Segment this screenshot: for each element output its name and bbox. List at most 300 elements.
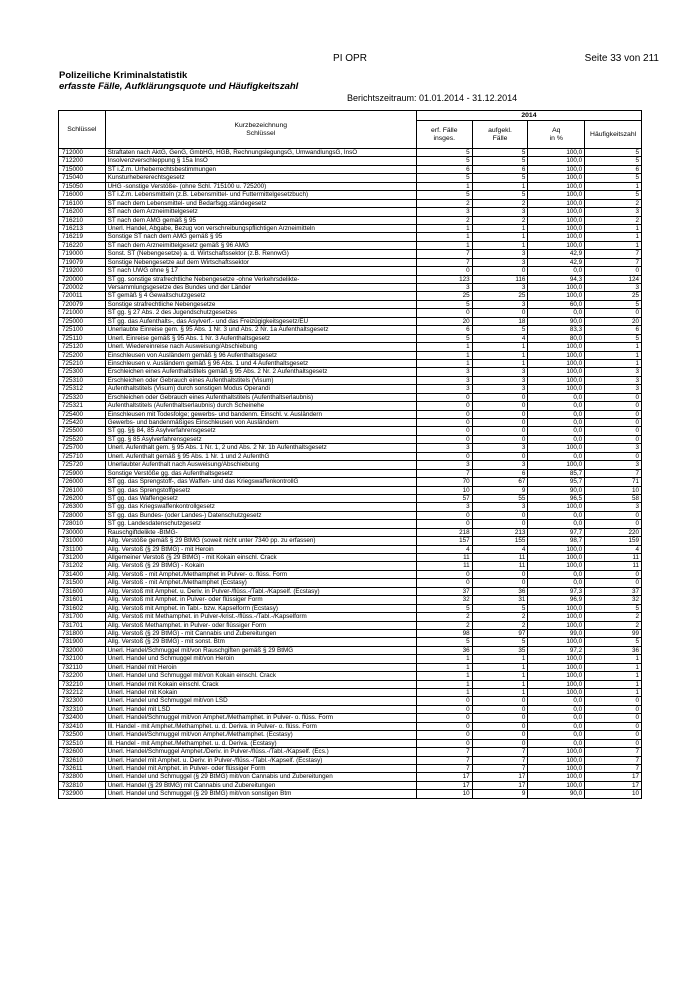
table-row [59, 672, 642, 680]
cell-description: Unerl. Handel und Schmuggel mit/von Kokain einschl. Crack [105, 672, 416, 680]
cell-cases: 0 [416, 452, 472, 460]
cell-description: Unerl. Handel mit Kokain einschl. Crack [105, 680, 416, 688]
cell-aq: 100,0 [528, 191, 585, 199]
cell-solved: 4 [472, 334, 528, 342]
cell-key: 732410 [59, 722, 106, 730]
cell-frequency: 0 [585, 435, 642, 443]
cell-cases: 11 [416, 562, 472, 570]
cell-key: 725100 [59, 326, 106, 334]
cell-solved: 2 [472, 216, 528, 224]
cell-frequency: 220 [585, 528, 642, 536]
cell-aq: 100,0 [528, 554, 585, 562]
cell-cases: 2 [416, 621, 472, 629]
cell-frequency: 3 [585, 376, 642, 384]
cell-frequency: 3 [585, 503, 642, 511]
cell-frequency: 0 [585, 309, 642, 317]
cell-frequency: 17 [585, 773, 642, 781]
cell-key: 732600 [59, 748, 106, 756]
cell-cases: 1 [416, 655, 472, 663]
cell-cases: 98 [416, 629, 472, 637]
cell-cases: 2 [416, 613, 472, 621]
cell-frequency: 7 [585, 258, 642, 266]
cell-solved: 0 [472, 410, 528, 418]
cell-key: 732900 [59, 790, 106, 798]
cell-frequency: 0 [585, 570, 642, 578]
cell-description: Unerl. Aufenthalt gem. § 95 Abs. 1 Nr. 1, 2 und Abs. 2 Nr. 1b Aufenthaltsgesetz [105, 444, 416, 452]
table-row [59, 343, 642, 351]
cell-cases: 3 [416, 208, 472, 216]
cell-cases: 5 [416, 604, 472, 612]
cell-cases: 17 [416, 781, 472, 789]
cell-solved: 5 [472, 326, 528, 334]
cell-description: Unerl. Handel/Schmuggel mit/von Amphet./Methamphet. in Pulver- o. flüss. Form [105, 714, 416, 722]
cell-cases: 5 [416, 149, 472, 157]
cell-description: Ill. Handel - mit Amphet./Methamphet. u. d. Deriva. (Ecstasy) [105, 739, 416, 747]
cell-aq: 90,0 [528, 317, 585, 325]
cell-description: Unerl. Handel, Abgabe, Bezug von verschreibungspflichtigen Arzneimitteln [105, 224, 416, 232]
cell-key: 731100 [59, 545, 106, 553]
cell-aq: 0,0 [528, 309, 585, 317]
table-row [59, 697, 642, 705]
cell-solved: 0 [472, 435, 528, 443]
cell-description: Unerl. Handel (§ 29 BtMG) mit Cannabis und Zubereitungen [105, 781, 416, 789]
table-row [59, 613, 642, 621]
cell-key: 725300 [59, 368, 106, 376]
cell-description: Rauschgiftdelikte -BtMG- [105, 528, 416, 536]
cell-cases: 7 [416, 250, 472, 258]
cell-frequency: 0 [585, 722, 642, 730]
cell-cases: 0 [416, 419, 472, 427]
cell-aq: 97,3 [528, 587, 585, 595]
cell-solved: 55 [472, 494, 528, 502]
cell-key: 732611 [59, 764, 106, 772]
cell-cases: 37 [416, 587, 472, 595]
cell-solved: 3 [472, 461, 528, 469]
cell-key: 725000 [59, 317, 106, 325]
cell-frequency: 2 [585, 621, 642, 629]
cell-key: 731701 [59, 621, 106, 629]
cell-aq: 0,0 [528, 267, 585, 275]
table-row [59, 587, 642, 595]
cell-aq: 100,0 [528, 545, 585, 553]
cell-frequency: 32 [585, 596, 642, 604]
cell-cases: 5 [416, 334, 472, 342]
cell-solved: 36 [472, 587, 528, 595]
table-row [59, 478, 642, 486]
cell-key: 719079 [59, 258, 106, 266]
cell-cases: 1 [416, 182, 472, 190]
cell-frequency: 3 [585, 444, 642, 452]
cell-key: 728010 [59, 520, 106, 528]
cell-solved: 35 [472, 646, 528, 654]
cell-aq: 100,0 [528, 444, 585, 452]
cell-aq: 100,0 [528, 343, 585, 351]
cell-aq: 100,0 [528, 773, 585, 781]
table-row [59, 621, 642, 629]
cell-aq: 100,0 [528, 241, 585, 249]
table-row [59, 486, 642, 494]
cell-description: Aufenthaltstitels (Aufenthaltserlaubnis) durch Scheinehe [105, 402, 416, 410]
table-row [59, 419, 642, 427]
table-row [59, 756, 642, 764]
cell-cases: 25 [416, 292, 472, 300]
cell-solved: 0 [472, 427, 528, 435]
cell-cases: 3 [416, 461, 472, 469]
cell-aq: 100,0 [528, 376, 585, 384]
cell-solved: 17 [472, 773, 528, 781]
cell-aq: 100,0 [528, 216, 585, 224]
cell-cases: 0 [416, 402, 472, 410]
cell-cases: 0 [416, 267, 472, 275]
table-row [59, 503, 642, 511]
cell-solved: 1 [472, 351, 528, 359]
cell-frequency: 0 [585, 511, 642, 519]
cell-solved: 31 [472, 596, 528, 604]
cell-frequency: 0 [585, 452, 642, 460]
cell-key: 716100 [59, 199, 106, 207]
cell-description: ST gg. das Sprengstoff-, das Waffen- und das KriegswaffenkontrollG [105, 478, 416, 486]
cell-key: 725520 [59, 435, 106, 443]
table-row [59, 284, 642, 292]
cell-description: ST gg. § 85 Asylverfahrensgesetz [105, 435, 416, 443]
cell-key: 732310 [59, 705, 106, 713]
cell-description: Unerl. Handel mit Heroin [105, 663, 416, 671]
cell-frequency: 58 [585, 494, 642, 502]
cell-solved: 3 [472, 284, 528, 292]
cell-cases: 0 [416, 309, 472, 317]
cell-solved: 1 [472, 359, 528, 367]
cell-solved: 9 [472, 790, 528, 798]
table-row [59, 638, 642, 646]
cell-key: 725321 [59, 402, 106, 410]
cell-description: ST nach dem Arzneimittelgesetz gemäß § 96 AMG [105, 241, 416, 249]
cell-cases: 6 [416, 165, 472, 173]
cell-key: 732500 [59, 731, 106, 739]
cell-frequency: 6 [585, 326, 642, 334]
report-header: PI OPR [333, 53, 367, 64]
cell-key: 716220 [59, 241, 106, 249]
cell-description: Unerl. Aufenthalt gemäß § 95 Abs. 1 Nr. 1 und 2 AufenthG [105, 452, 416, 460]
cell-solved: 5 [472, 157, 528, 165]
cell-key: 716213 [59, 224, 106, 232]
table-row [59, 208, 642, 216]
cell-key: 725900 [59, 469, 106, 477]
cell-description: Unerl. Handel und Schmuggel mit/von Heroin [105, 655, 416, 663]
cell-solved: 3 [472, 300, 528, 308]
cell-aq: 0,0 [528, 435, 585, 443]
cell-aq: 90,0 [528, 790, 585, 798]
cell-cases: 0 [416, 714, 472, 722]
cell-aq: 0,0 [528, 705, 585, 713]
cell-aq: 100,0 [528, 613, 585, 621]
cell-description: ST gg. das Kriegswaffenkontrollgesetz [105, 503, 416, 511]
table-row [59, 402, 642, 410]
cell-cases: 0 [416, 697, 472, 705]
cell-solved: 0 [472, 697, 528, 705]
cell-aq: 0,0 [528, 452, 585, 460]
cell-description: Unerl. Handel mit LSD [105, 705, 416, 713]
cell-key: 720011 [59, 292, 106, 300]
cell-key: 728000 [59, 511, 106, 519]
table-row [59, 511, 642, 519]
cell-description: Allg. Verstoß mit Methamphet. in Pulver-/krist.-/flüss.-/Tabl.-/Kapselform [105, 613, 416, 621]
cell-key: 726200 [59, 494, 106, 502]
cell-frequency: 7 [585, 764, 642, 772]
cell-frequency: 5 [585, 157, 642, 165]
cell-frequency: 0 [585, 739, 642, 747]
cell-key: 712000 [59, 149, 106, 157]
table-row [59, 351, 642, 359]
cell-key: 732510 [59, 739, 106, 747]
table-row [59, 629, 642, 637]
cell-frequency: 1 [585, 672, 642, 680]
cell-frequency: 25 [585, 292, 642, 300]
cell-cases: 0 [416, 427, 472, 435]
cell-cases: 1 [416, 680, 472, 688]
header-description: Kurzbezeichnung Schlüssel [105, 111, 416, 149]
cell-key: 732810 [59, 781, 106, 789]
cell-description: ST gg. das Aufenthalts-, das Asylverf.- und das Freizügigkeitsgesetz/EU [105, 317, 416, 325]
table-row [59, 334, 642, 342]
cell-key: 732800 [59, 773, 106, 781]
header-key: Schlüssel [59, 111, 106, 149]
cell-solved: 11 [472, 554, 528, 562]
cell-cases: 4 [416, 545, 472, 553]
cell-key: 725400 [59, 410, 106, 418]
table-row [59, 781, 642, 789]
cell-cases: 7 [416, 756, 472, 764]
cell-solved: 0 [472, 739, 528, 747]
cell-solved: 1 [472, 343, 528, 351]
cell-frequency: 20 [585, 317, 642, 325]
cell-description: Allg. Verstoß - mit Amphet./Methamphet (Ecstasy) [105, 579, 416, 587]
cell-description: Unerl. Handel mit Kokain [105, 689, 416, 697]
cell-solved: 25 [472, 292, 528, 300]
cell-cases: 0 [416, 731, 472, 739]
cell-aq: 0,0 [528, 697, 585, 705]
table-row [59, 444, 642, 452]
cell-description: Unerlaubte Einreise gem. § 95 Abs. 1 Nr. 3 und Abs. 2 Nr. 1a Aufenthaltsgesetz [105, 326, 416, 334]
table-row [59, 182, 642, 190]
table-row [59, 224, 642, 232]
table-row [59, 731, 642, 739]
cell-aq: 100,0 [528, 689, 585, 697]
cell-solved: 116 [472, 275, 528, 283]
cell-key: 725200 [59, 351, 106, 359]
table-row [59, 739, 642, 747]
cell-cases: 17 [416, 773, 472, 781]
cell-description: Allg. Verstoß (§ 29 BtMG) - mit Heroin [105, 545, 416, 553]
report-period: Berichtszeitraum: 01.01.2014 - 31.12.2014 [347, 93, 518, 103]
table-row [59, 157, 642, 165]
cell-solved: 0 [472, 393, 528, 401]
cell-solved: 5 [472, 604, 528, 612]
table-row [59, 233, 642, 241]
cell-description: Unerl. Handel und Schmuggel mit/von LSD [105, 697, 416, 705]
cell-frequency: 36 [585, 646, 642, 654]
cell-frequency: 1 [585, 241, 642, 249]
cell-key: 731601 [59, 596, 106, 604]
cell-description: Allgemeiner Verstoß (§ 29 BtMG) - mit Kokain einschl. Crack [105, 554, 416, 562]
cell-aq: 100,0 [528, 284, 585, 292]
cell-key: 720000 [59, 275, 106, 283]
cell-solved: 3 [472, 385, 528, 393]
cell-solved: 5 [472, 638, 528, 646]
cell-frequency: 5 [585, 604, 642, 612]
cell-solved: 2 [472, 621, 528, 629]
cell-cases: 0 [416, 393, 472, 401]
cell-cases: 2 [416, 216, 472, 224]
cell-solved: 3 [472, 376, 528, 384]
cell-cases: 10 [416, 790, 472, 798]
cell-frequency: 1 [585, 182, 642, 190]
table-row [59, 376, 642, 384]
table-row [59, 309, 642, 317]
cell-aq: 0,0 [528, 427, 585, 435]
cell-key: 731800 [59, 629, 106, 637]
cell-cases: 5 [416, 174, 472, 182]
cell-cases: 0 [416, 739, 472, 747]
cell-frequency: 0 [585, 410, 642, 418]
cell-cases: 7 [416, 764, 472, 772]
cell-cases: 32 [416, 596, 472, 604]
cell-aq: 100,0 [528, 385, 585, 393]
cell-aq: 100,0 [528, 461, 585, 469]
cell-description: Unerlaubter Aufenthalt nach Ausweisung/Abschiebung [105, 461, 416, 469]
cell-description: Sonst. ST (Nebengesetze) a. d. Wirtschaftssektor (z.B. RennwG) [105, 250, 416, 258]
cell-cases: 0 [416, 579, 472, 587]
cell-solved: 0 [472, 722, 528, 730]
cell-solved: 2 [472, 613, 528, 621]
cell-description: Allg. Verstoß (§ 29 BtMG) - mit sonst. Btm [105, 638, 416, 646]
cell-description: Unerl. Handel/Schmuggel mit/von Amphet./Methamphet. (Ecstasy) [105, 731, 416, 739]
cell-key: 732400 [59, 714, 106, 722]
cell-aq: 100,0 [528, 157, 585, 165]
cell-key: 731600 [59, 587, 106, 595]
cell-aq: 100,0 [528, 663, 585, 671]
cell-aq: 0,0 [528, 511, 585, 519]
table-row [59, 748, 642, 756]
cell-frequency: 1 [585, 351, 642, 359]
cell-aq: 100,0 [528, 680, 585, 688]
cell-description: Erschleichen oder Gebrauch eines Aufenthaltstitels (Aufenthaltserlaubnis) [105, 393, 416, 401]
table-row [59, 494, 642, 502]
cell-solved: 1 [472, 233, 528, 241]
cell-description: ST nach dem Arzneimittelgesetz [105, 208, 416, 216]
cell-key: 716000 [59, 191, 106, 199]
cell-cases: 157 [416, 537, 472, 545]
cell-aq: 96,5 [528, 494, 585, 502]
table-row [59, 646, 642, 654]
table-row [59, 537, 642, 545]
cell-frequency: 1 [585, 663, 642, 671]
cell-aq: 100,0 [528, 748, 585, 756]
cell-cases: 5 [416, 638, 472, 646]
header-year: 2014 [416, 111, 641, 121]
cell-description: ST gg. sonstige strafrechtliche Nebengesetze -ohne Verkehrsdelikte- [105, 275, 416, 283]
cell-key: 732110 [59, 663, 106, 671]
cell-solved: 1 [472, 655, 528, 663]
cell-cases: 0 [416, 722, 472, 730]
cell-key: 725320 [59, 393, 106, 401]
cell-frequency: 0 [585, 697, 642, 705]
cell-solved: 6 [472, 469, 528, 477]
cell-key: 720002 [59, 284, 106, 292]
table-row [59, 165, 642, 173]
cell-solved: 18 [472, 317, 528, 325]
table-row [59, 790, 642, 798]
cell-frequency: 0 [585, 579, 642, 587]
cell-frequency: 5 [585, 300, 642, 308]
cell-frequency: 0 [585, 427, 642, 435]
cell-key: 725710 [59, 452, 106, 460]
cell-cases: 1 [416, 351, 472, 359]
cell-description: ST nach dem Lebensmittel- und Bedarfsgg.ständegesetz [105, 199, 416, 207]
cell-solved: 0 [472, 714, 528, 722]
cell-aq: 98,7 [528, 537, 585, 545]
cell-aq: 97,7 [528, 528, 585, 536]
cell-aq: 97,2 [528, 646, 585, 654]
cell-key: 732000 [59, 646, 106, 654]
cell-key: 725420 [59, 419, 106, 427]
cell-description: ST gg. das Waffengesetz [105, 494, 416, 502]
table-row [59, 469, 642, 477]
cell-frequency: 99 [585, 629, 642, 637]
cell-aq: 0,0 [528, 570, 585, 578]
table-row [59, 267, 642, 275]
cell-solved: 1 [472, 672, 528, 680]
cell-cases: 0 [416, 705, 472, 713]
cell-key: 720079 [59, 300, 106, 308]
cell-key: 715050 [59, 182, 106, 190]
cell-description: Unerl. Handel und Schmuggel (§ 29 BtMG) mit/von sonstigen Btm [105, 790, 416, 798]
cell-description: UHG -sonstige Verstöße- (ohne Schl. 715100 u. 725200) [105, 182, 416, 190]
cell-aq: 100,0 [528, 604, 585, 612]
table-row [59, 216, 642, 224]
cell-key: 725312 [59, 385, 106, 393]
cell-solved: 5 [472, 174, 528, 182]
cell-solved: 0 [472, 570, 528, 578]
cell-key: 726300 [59, 503, 106, 511]
cell-solved: 1 [472, 224, 528, 232]
cell-key: 731000 [59, 537, 106, 545]
cell-cases: 0 [416, 511, 472, 519]
cell-aq: 0,0 [528, 714, 585, 722]
cell-key: 725110 [59, 334, 106, 342]
cell-key: 732210 [59, 680, 106, 688]
cell-key: 726100 [59, 486, 106, 494]
cell-cases: 3 [416, 385, 472, 393]
cell-cases: 1 [416, 689, 472, 697]
cell-cases: 5 [416, 191, 472, 199]
cell-frequency: 0 [585, 520, 642, 528]
cell-aq: 0,0 [528, 410, 585, 418]
cell-frequency: 5 [585, 334, 642, 342]
cell-solved: 0 [472, 579, 528, 587]
cell-cases: 1 [416, 224, 472, 232]
cell-solved: 67 [472, 478, 528, 486]
cell-key: 721000 [59, 309, 106, 317]
cell-description: Sonstige Verstöße gg. das Aufenthaltsgesetz [105, 469, 416, 477]
cell-frequency: 2 [585, 216, 642, 224]
table-row [59, 191, 642, 199]
report-title: Polizeiliche Kriminalstatistik [59, 70, 188, 81]
cell-cases: 1 [416, 241, 472, 249]
table-row [59, 452, 642, 460]
cell-description: Allg. Verstoß (§ 29 BtMG) - mit Cannabis und Zubereitungen [105, 629, 416, 637]
cell-solved: 0 [472, 705, 528, 713]
cell-aq: 100,0 [528, 764, 585, 772]
